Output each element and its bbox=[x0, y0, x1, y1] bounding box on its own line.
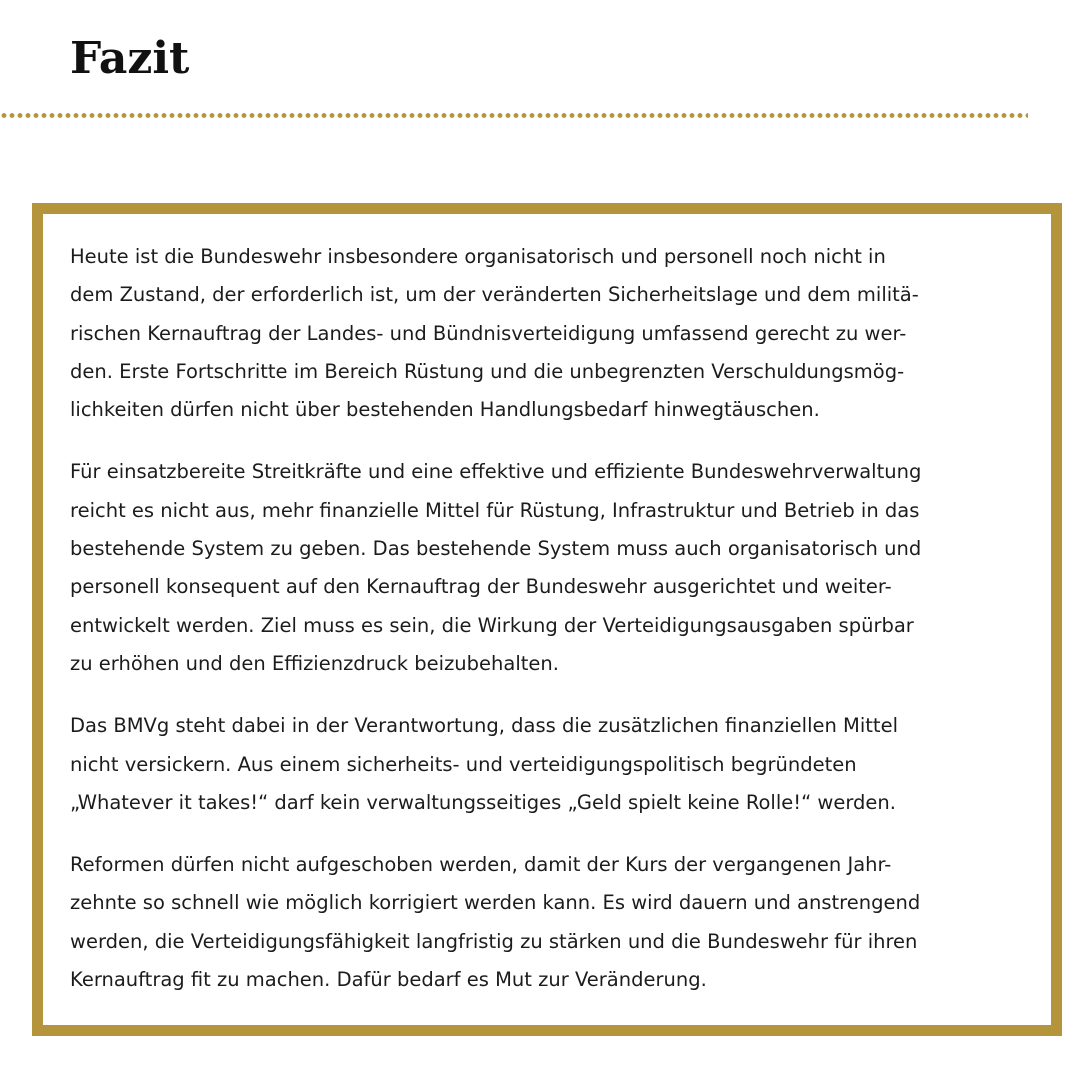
text-line: personell konsequent auf den Kernauftrag der Bundeswehr ausgerichtet und weiter- bbox=[70, 575, 892, 599]
text-line: entwickelt werden. Ziel muss es sein, die Wirkung der Verteidigungsausgaben spürbar bbox=[70, 613, 914, 637]
text-line: zu erhöhen und den Effizienzdruck beizubehalten. bbox=[70, 651, 559, 675]
text-line: Kernauftrag fit zu machen. Dafür bedarf es Mut zur Veränderung. bbox=[70, 968, 707, 992]
text-line: dem Zustand, der erforderlich ist, um der veränderten Sicherheitslage und dem militä- bbox=[70, 283, 919, 307]
text-line: „Whatever it takes!“ darf kein verwaltungsseitiges „Geld spielt keine Rolle!“ werden. bbox=[70, 790, 896, 814]
text-line: Für einsatzbereite Streitkräfte und eine effektive und effiziente Bundeswehrverwaltung bbox=[70, 460, 922, 484]
text-line: bestehende System zu geben. Das bestehende System muss auch organisatorisch und bbox=[70, 537, 922, 561]
paragraph-2 bbox=[70, 453, 1023, 683]
text-line: nicht versickern. Aus einem sicherheits- und verteidigungspolitisch begründeten bbox=[70, 752, 857, 776]
conclusion-box bbox=[32, 203, 1062, 1036]
paragraph-4 bbox=[70, 846, 1023, 999]
dotted-divider bbox=[0, 113, 1028, 118]
text-line: Heute ist die Bundeswehr insbesondere organisatorisch und personell noch nicht in bbox=[70, 245, 886, 268]
section-heading: Fazit bbox=[70, 33, 190, 84]
text-line: werden, die Verteidigungsfähigkeit langfristig zu stärken und die Bundeswehr für ihren bbox=[70, 929, 918, 953]
text-line: Reformen dürfen nicht aufgeschoben werden, damit der Kurs der vergangenen Jahr- bbox=[70, 853, 892, 877]
text-line: reicht es nicht aus, mehr finanzielle Mittel für Rüstung, Infrastruktur und Betrieb in das bbox=[70, 498, 920, 522]
paragraph-1 bbox=[70, 238, 1023, 429]
text-line: lichkeiten dürfen nicht über bestehenden Handlungsbedarf hinwegtäuschen. bbox=[70, 398, 820, 422]
text-line: zehnte so schnell wie möglich korrigiert werden kann. Es wird dauern und anstrengend bbox=[70, 891, 921, 915]
paragraph-3 bbox=[70, 707, 1023, 822]
text-line: den. Erste Fortschritte im Bereich Rüstung und die unbegrenzten Verschuldungsmög- bbox=[70, 359, 905, 383]
text-line: Das BMVg steht dabei in der Verantwortung, dass die zusätzlichen finanziellen Mittel bbox=[70, 714, 898, 738]
text-line: rischen Kernauftrag der Landes- und Bündnisverteidigung umfassend gerecht zu wer- bbox=[70, 321, 907, 345]
